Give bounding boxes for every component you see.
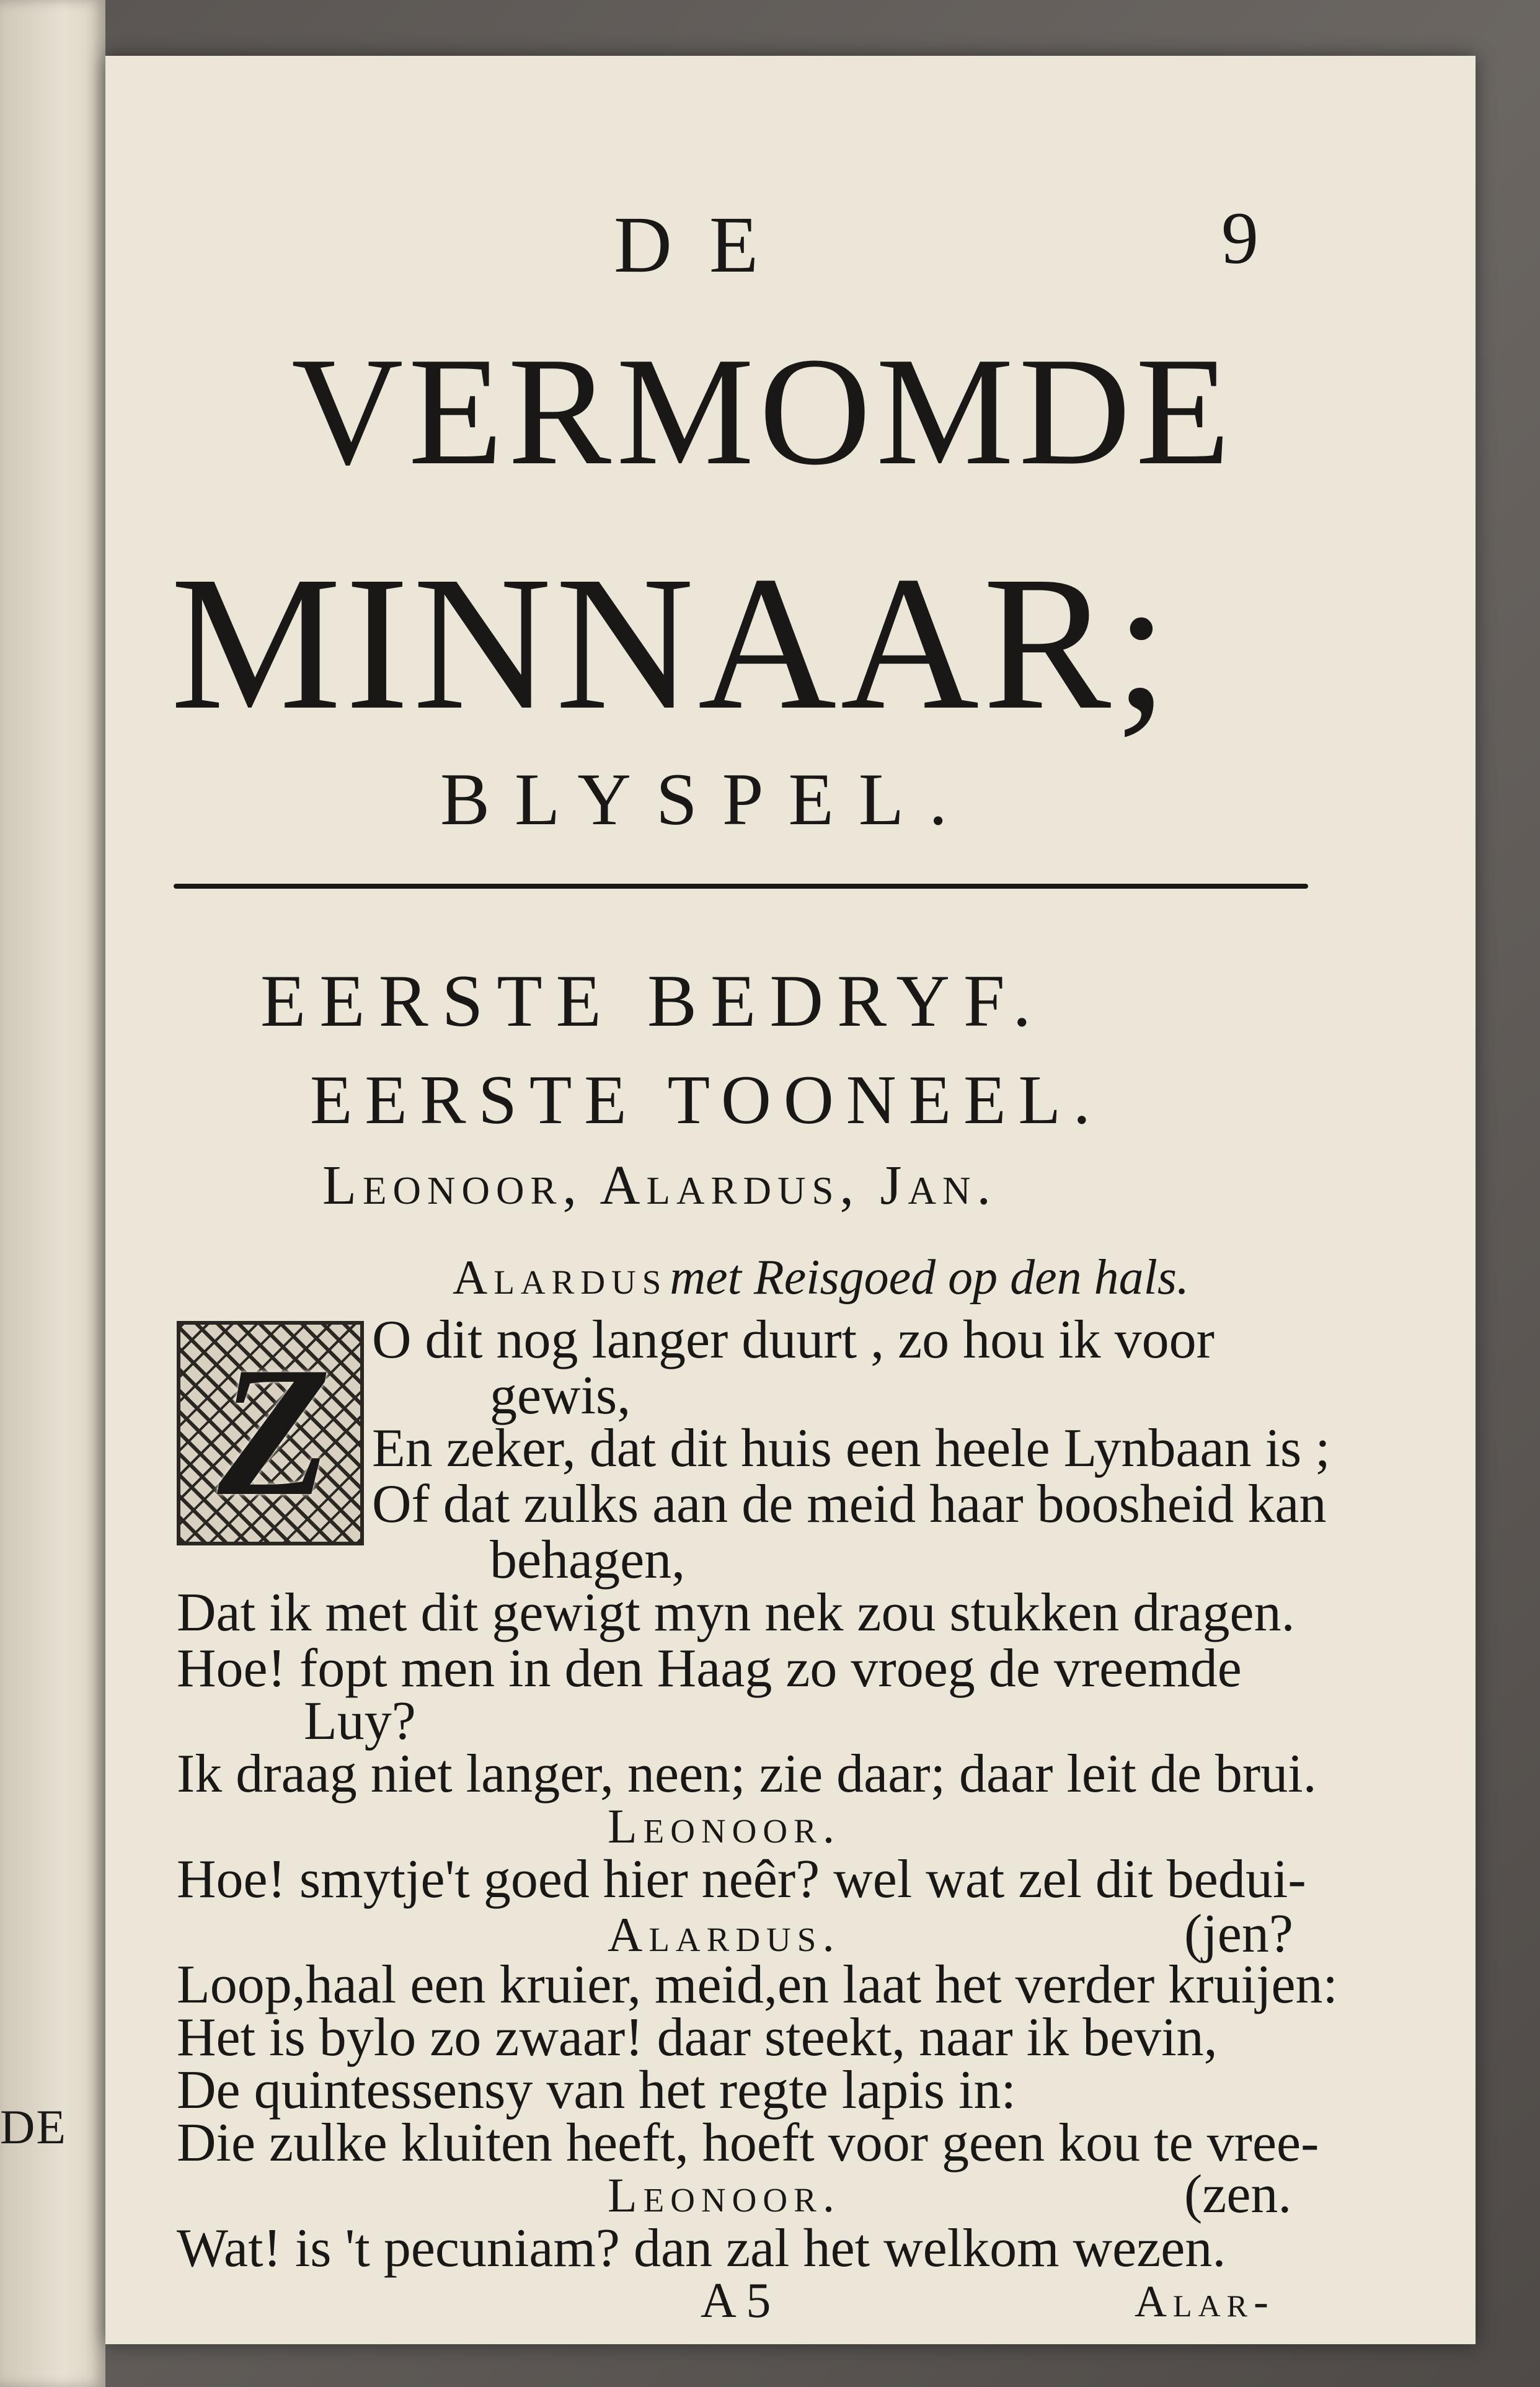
- dramatis-personae: Leonoor, Alardus, Jan.: [322, 1155, 998, 1216]
- carried-word: (jen?: [1184, 1904, 1293, 1964]
- running-head: DE: [614, 200, 796, 290]
- verse-line: Hoe! smytje't goed hier neêr? wel wat zel dit bedui-: [177, 1849, 1306, 1909]
- verse-line: Of dat zulks aan de meid haar boosheid kan: [372, 1474, 1327, 1534]
- verse-line: De quintessensy van het regte lapis in:: [177, 2060, 1016, 2120]
- act-heading: EERSTE BEDRYF.: [260, 959, 1045, 1042]
- verse-line: Ik draag niet langer, neen; zie daar; daar leit de brui.: [177, 1744, 1317, 1804]
- initial-letter: Z: [218, 1328, 332, 1534]
- title-line-1: VERMOMDE: [291, 326, 1236, 497]
- verse-line: gewis,: [490, 1366, 631, 1426]
- verse-line: behagen,: [490, 1530, 686, 1590]
- verse-line: Het is bylo zo zwaar! daar steekt, naar ik bevin,: [177, 2007, 1218, 2068]
- verse-line: Luy?: [304, 1691, 416, 1751]
- speaker-name: Leonoor.: [608, 1799, 841, 1853]
- genre-label: BLYSPEL.: [440, 758, 973, 840]
- opening-speaker-line: [453, 1250, 1189, 1306]
- verse-line: Loop,haal een kruier, meid,en laat het verder kruijen:: [177, 1955, 1339, 2015]
- verse-line: Dat ik met dit gewigt myn nek zou stukken dragen.: [177, 1583, 1295, 1643]
- title-rule: [174, 884, 1308, 889]
- verse-line: O dit nog langer duurt , zo hou ik voor: [372, 1310, 1215, 1370]
- verse-line: Wat! is 't pecuniam? dan zal het welkom wezen.: [177, 2218, 1226, 2278]
- decorated-initial: [177, 1321, 364, 1545]
- title-line-2: MINNAAR;: [170, 537, 1172, 750]
- scene-heading: EERSTE TOONEEL.: [310, 1062, 1103, 1139]
- speaker-name: Alardus: [453, 1250, 668, 1304]
- stage-direction: met Reisgoed op den hals.: [670, 1250, 1189, 1305]
- verse-line: Hoe! fopt men in den Haag zo vroeg de vreemde: [177, 1638, 1242, 1699]
- facing-page-catchword: DE: [0, 2100, 67, 2154]
- speaker-name: Leonoor.: [608, 2168, 841, 2222]
- facing-page-edge: [0, 0, 105, 2387]
- book-page: [105, 56, 1476, 2344]
- page-number: 9: [1221, 197, 1259, 279]
- signature-mark: A 5: [701, 2274, 771, 2328]
- speaker-name: Alardus.: [608, 1908, 841, 1962]
- verse-line: Die zulke kluiten heeft, hoeft voor geen kou te vree-: [177, 2113, 1319, 2173]
- verse-line: En zeker, dat dit huis een heele Lynbaan is ;: [372, 1418, 1330, 1478]
- catchword: Alar-: [1135, 2277, 1275, 2326]
- carried-word: (zen.: [1184, 2164, 1292, 2225]
